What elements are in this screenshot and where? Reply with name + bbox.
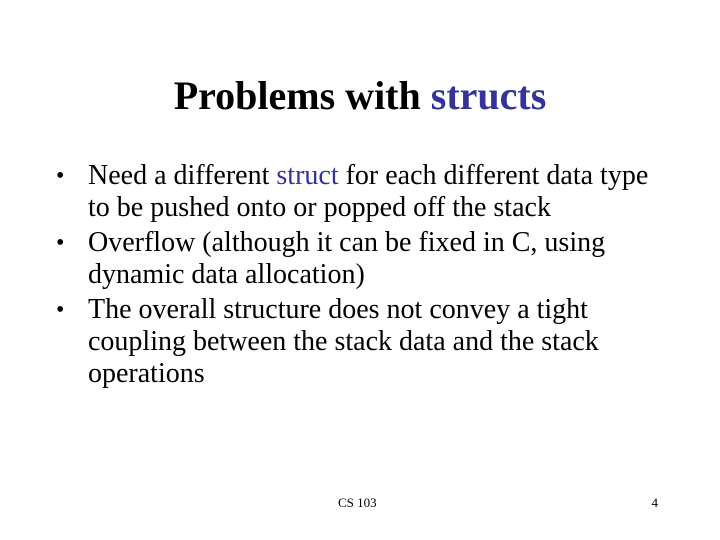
bullet-text-before: Need a different (88, 160, 277, 191)
bullet-keyword: struct (276, 160, 339, 191)
slide-title-prefix: Problems with (173, 73, 431, 118)
bullet-text: The overall structure does not convey a tight coupling between the stack data and the stack operations (88, 294, 599, 389)
slide-title-keyword: structs (430, 73, 547, 118)
bullet-text-after: for each different data type to be pushed onto or popped off the stack (88, 160, 649, 223)
bullet-text: Overflow (although it can be fixed in C, using dynamic data allocation) (88, 227, 606, 290)
bullet-item (56, 227, 676, 291)
bullet-icon: • (56, 297, 65, 323)
bullet-icon: • (56, 230, 65, 256)
bullet-item (56, 294, 676, 390)
bullet-list (56, 160, 676, 393)
slide-title (0, 70, 720, 122)
slide-number: 4 (651, 495, 658, 510)
bullet-icon: • (56, 163, 65, 189)
bullet-item (56, 160, 676, 224)
footer-course: CS 103 (338, 495, 377, 510)
